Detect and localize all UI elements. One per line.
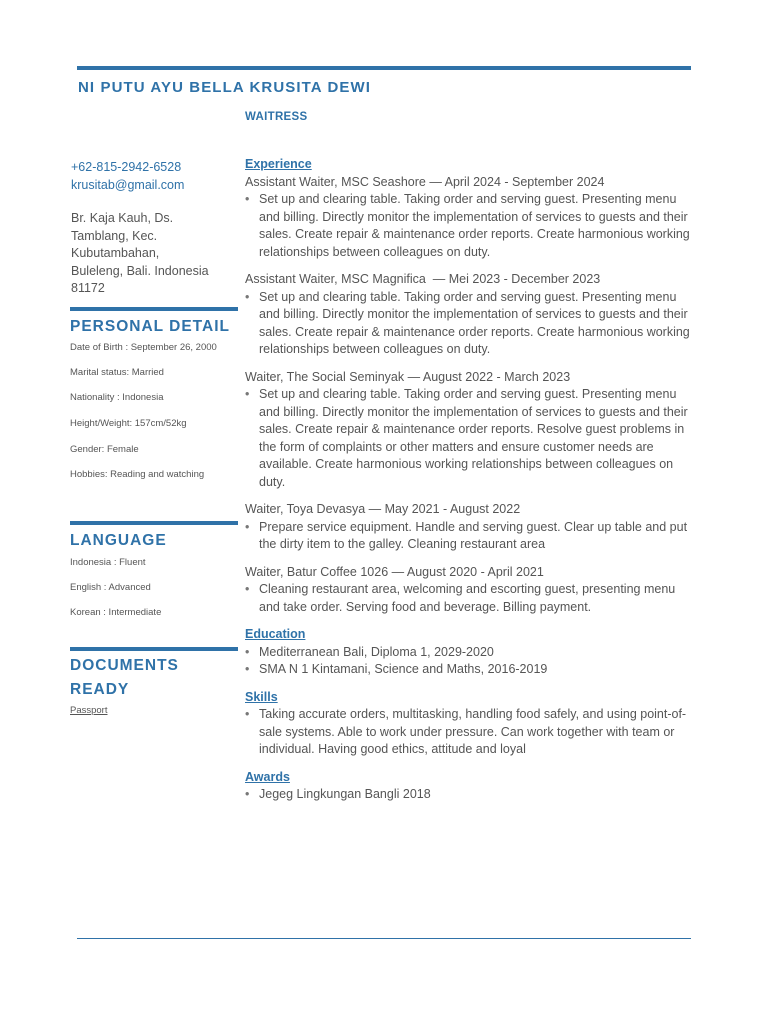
job-bullets <box>245 581 695 616</box>
personal-detail-item: Nationality : Indonesia <box>70 392 164 403</box>
bullet-item: • Cleaning restaurant area, welcoming and escorting guest, presenting menu and take order. Serving food and beverage. Billing payment. <box>245 581 695 616</box>
job-title: Assistant Waiter, MSC Magnifica — Mei 2023 - December 2023 <box>245 272 601 286</box>
experience-heading[interactable]: Experience <box>245 157 312 171</box>
personal-detail-item: Height/Weight: 157cm/52kg <box>70 418 187 429</box>
job-title: Assistant Waiter, MSC Seashore — April 2024 - September 2024 <box>245 174 605 189</box>
documents-divider <box>70 647 238 651</box>
education-item: • SMA N 1 Kintamani, Science and Maths, 2016-2019 <box>245 661 695 679</box>
job-title: Waiter, Batur Coffee 1026 — August 2020 - April 2021 <box>245 564 544 579</box>
job-entry <box>245 501 695 554</box>
documents-heading-line2: READY <box>70 681 130 698</box>
email-address[interactable]: krusitab@gmail.com <box>71 178 185 192</box>
top-rule <box>77 66 691 70</box>
bullet-item: • Prepare service equipment. Handle and serving guest. Clear up table and put the dirty item to the galley. Cleaning restaurant area <box>245 519 695 554</box>
language-item: English : Advanced <box>70 582 151 593</box>
address-block <box>71 210 241 298</box>
personal-detail-item: Hobbies: Reading and watching <box>70 469 205 480</box>
bullet-item: • Set up and clearing table. Taking order and serving guest. Presenting menu and billing. Directly monitor the implementation of services to guests and their sales. Create repair & maintenance order reports. Create harmonious working relationships between colleagues on duty. <box>245 289 695 359</box>
contact-block <box>71 158 184 194</box>
job-title: Waiter, Toya Devasya — May 2021 - August 2022 <box>245 502 521 516</box>
personal-detail-item: Gender: Female <box>70 444 139 455</box>
job-title: Waiter, The Social Seminyak — August 2022 - March 2023 <box>245 369 571 384</box>
job-bullets <box>245 289 695 359</box>
job-entry <box>245 271 695 359</box>
job-entry <box>245 369 695 492</box>
language-divider <box>70 521 238 525</box>
bullet-item: • Set up and clearing table. Taking order and serving guest. Presenting menu and billing. Directly monitor the implementation of services to guests and their sales. Create repair & maintenance order reports. Create harmonious working relationships between colleagues on duty. <box>245 191 695 261</box>
awards-heading[interactable]: Awards <box>245 769 290 784</box>
language-heading: LANGUAGE <box>70 532 167 549</box>
address-line: Br. Kaja Kauh, Ds. <box>71 211 174 225</box>
skills-item: • Taking accurate orders, multitasking, handling food safely, and using point-of-sale systems. Able to work under pressure. Can work together with team or individual. Having good ethics, attitude and loyal <box>245 706 695 759</box>
education-heading[interactable]: Education <box>245 627 306 641</box>
personal-divider <box>70 307 238 311</box>
job-entry <box>245 564 695 617</box>
candidate-name: NI PUTU AYU BELLA KRUSITA DEWI <box>78 79 372 96</box>
address-line: Buleleng, Bali. Indonesia <box>71 263 209 278</box>
job-entry <box>245 174 695 262</box>
skills-heading[interactable]: Skills <box>245 689 278 704</box>
personal-detail-heading: PERSONAL DETAIL <box>70 318 230 335</box>
documents-heading-line1: DOCUMENTS <box>70 657 179 674</box>
right-column <box>245 156 695 804</box>
awards-item: • Jegeg Lingkungan Bangli 2018 <box>245 786 695 804</box>
job-role: WAITRESS <box>245 111 308 123</box>
education-list <box>245 644 695 679</box>
address-line: Kubutambahan, <box>71 246 160 260</box>
address-line: 81172 <box>71 281 105 295</box>
personal-detail-item: Marital status: Married <box>70 367 164 378</box>
language-item: Indonesia : Fluent <box>70 557 146 568</box>
bullet-item: • Set up and clearing table. Taking order and serving guest. Presenting menu and billing. Directly monitor the implementation of services to guests and their sales. Create repair & maintenance order reports. Resolve guest problems in the form of complaints or other matters and ensure customer needs are available. Create harmonious working relationships between colleagues on duty. <box>245 386 695 491</box>
awards-list <box>245 786 695 804</box>
address-line: Tamblang, Kec. <box>71 228 158 243</box>
bottom-rule <box>77 938 691 939</box>
personal-detail-item: Date of Birth : September 26, 2000 <box>70 342 217 353</box>
job-bullets <box>245 519 695 554</box>
job-bullets <box>245 386 695 491</box>
education-item: • Mediterranean Bali, Diploma 1, 2029-2020 <box>245 644 695 662</box>
job-bullets <box>245 191 695 261</box>
phone-number[interactable]: +62-815-2942-6528 <box>71 160 182 174</box>
skills-list <box>245 706 695 759</box>
document-link-passport[interactable]: Passport <box>70 705 108 716</box>
language-item: Korean : Intermediate <box>70 607 162 618</box>
